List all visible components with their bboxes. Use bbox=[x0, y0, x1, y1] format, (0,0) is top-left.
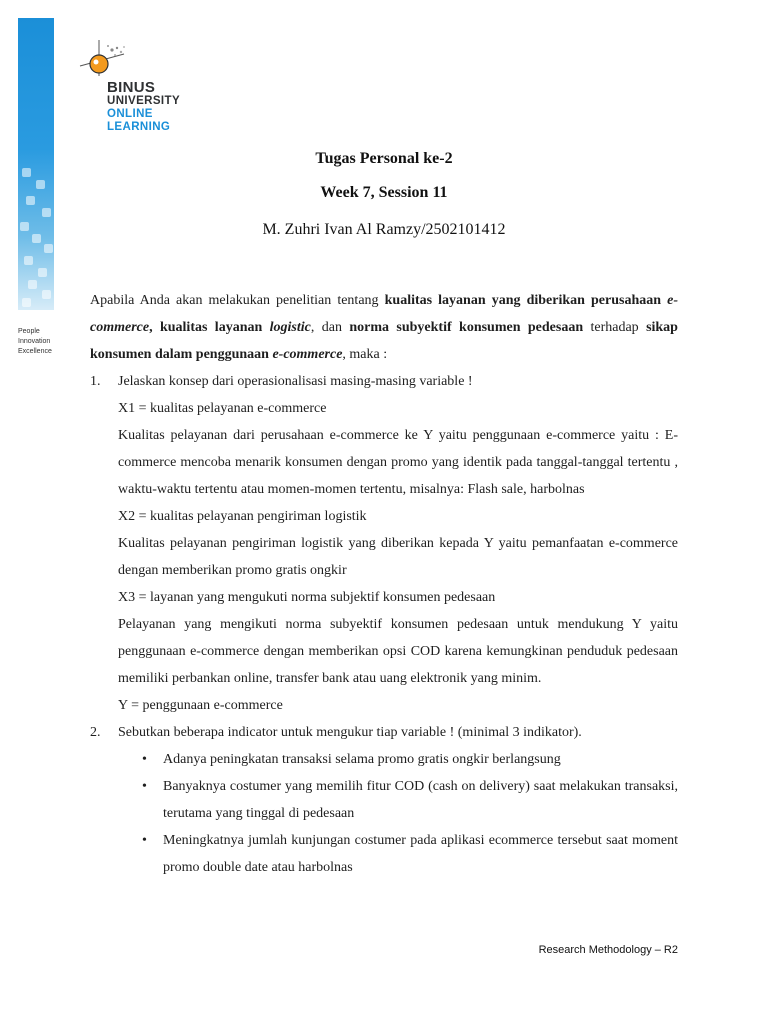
intro-text-3: terhadap bbox=[583, 320, 647, 335]
assignment-body bbox=[90, 287, 678, 881]
intro-text-2: , dan bbox=[310, 320, 350, 335]
indicator-bullet-1 bbox=[90, 746, 678, 773]
x1-label: X1 = kualitas pelayanan e-commerce bbox=[118, 401, 327, 416]
logo-binus: BINUS bbox=[107, 79, 156, 96]
tagline-excellence: Excellence bbox=[18, 348, 52, 355]
logo-online: ONLINE bbox=[107, 108, 153, 120]
question-2-text: Sebutkan beberapa indicator untuk mengukur tiap variable ! (minimal 3 indikator). bbox=[118, 725, 582, 740]
bullet-icon: • bbox=[142, 779, 147, 794]
document-title: Tugas Personal ke-2 bbox=[315, 150, 453, 167]
y-label: Y = penggunaan e-commerce bbox=[118, 698, 283, 713]
intro-bold-1: kualitas layanan yang diberikan perusahaan bbox=[384, 293, 668, 308]
intro-text-1: Apabila Anda akan melakukan penelitian tentang bbox=[90, 293, 385, 308]
indicator-2-text: Banyaknya costumer yang memilih fitur COD (cash on delivery) saat melakukan transaksi, terutama yang tinggal di pedesaan bbox=[163, 779, 678, 821]
indicator-bullet-3 bbox=[90, 827, 678, 881]
x3-description: Pelayanan yang mengikuti norma subyektif konsumen pedesaan untuk mendukung Y yaitu penggunaan e-commerce dengan memberikan opsi COD karena kemungkinan penduduk pedesaan memiliki perbankan online, transfer bank atau uang elektronik yang minim. bbox=[118, 617, 678, 686]
binus-logo-mark-icon bbox=[72, 36, 132, 80]
indicator-3-text: Meningkatnya jumlah kunjungan costumer pada aplikasi ecommerce tersebut saat moment promo double date atau harbolnas bbox=[163, 833, 678, 875]
tagline-people: People bbox=[18, 328, 40, 335]
question-1 bbox=[90, 368, 678, 395]
intro-bold-2: , kualitas layanan bbox=[149, 320, 270, 335]
question-2-number: 2. bbox=[90, 725, 101, 740]
tagline bbox=[18, 327, 52, 357]
intro-bold-4: sikap konsumen dalam penggunaan bbox=[90, 320, 678, 362]
question-1-text: Jelaskan konsep dari operasionalisasi masing-masing variable ! bbox=[118, 374, 473, 389]
intro-bold-italic-3: e-commerce bbox=[272, 347, 343, 362]
indicator-bullet-2 bbox=[90, 773, 678, 827]
x3-label: X3 = layanan yang mengukuti norma subjektif konsumen pedesaan bbox=[118, 590, 496, 605]
x1-description: Kualitas pelayanan dari perusahaan e-commerce ke Y yaitu penggunaan e-commerce yaitu : E-commerce mencoba menarik konsumen dengan promo yang identik pada tanggal-tanggal tertentu , waktu-waktu tertentu atau momen-momen tertentu, misalnya: Flash sale, harbolnas bbox=[118, 428, 678, 497]
intro-bold-italic-2: logistic bbox=[269, 320, 311, 335]
binus-logo-text bbox=[107, 80, 180, 134]
intro-bold-italic-1: e-commerce bbox=[90, 293, 679, 335]
intro-text-4: , maka : bbox=[342, 347, 388, 362]
intro-bold-3: norma subyektif konsumen pedesaan bbox=[349, 320, 584, 335]
tagline-innovation: Innovation bbox=[18, 338, 51, 345]
x2-label: X2 = kualitas pelayanan pengiriman logistik bbox=[118, 509, 367, 524]
binus-logo bbox=[72, 36, 192, 142]
bullet-icon: • bbox=[142, 833, 147, 848]
author-heading: M. Zuhri Ivan Al Ramzy/2502101412 bbox=[262, 221, 506, 238]
question-1-number: 1. bbox=[90, 374, 101, 389]
question-2 bbox=[90, 719, 678, 746]
session-heading: Week 7, Session 11 bbox=[320, 184, 448, 201]
bullet-icon: • bbox=[142, 752, 147, 767]
page-footer: Research Methodology – R2 bbox=[538, 944, 678, 956]
logo-university: UNIVERSITY bbox=[107, 95, 181, 107]
side-decorative-stripe bbox=[18, 18, 54, 310]
logo-learning: LEARNING bbox=[107, 121, 171, 133]
intro-paragraph bbox=[90, 287, 678, 368]
x2-description: Kualitas pelayanan pengiriman logistik yang diberikan kepada Y yaitu pemanfaatan e-commerce dengan memberikan promo gratis ongkir bbox=[118, 536, 678, 578]
indicator-1-text: Adanya peningkatan transaksi selama promo gratis ongkir berlangsung bbox=[163, 752, 561, 767]
